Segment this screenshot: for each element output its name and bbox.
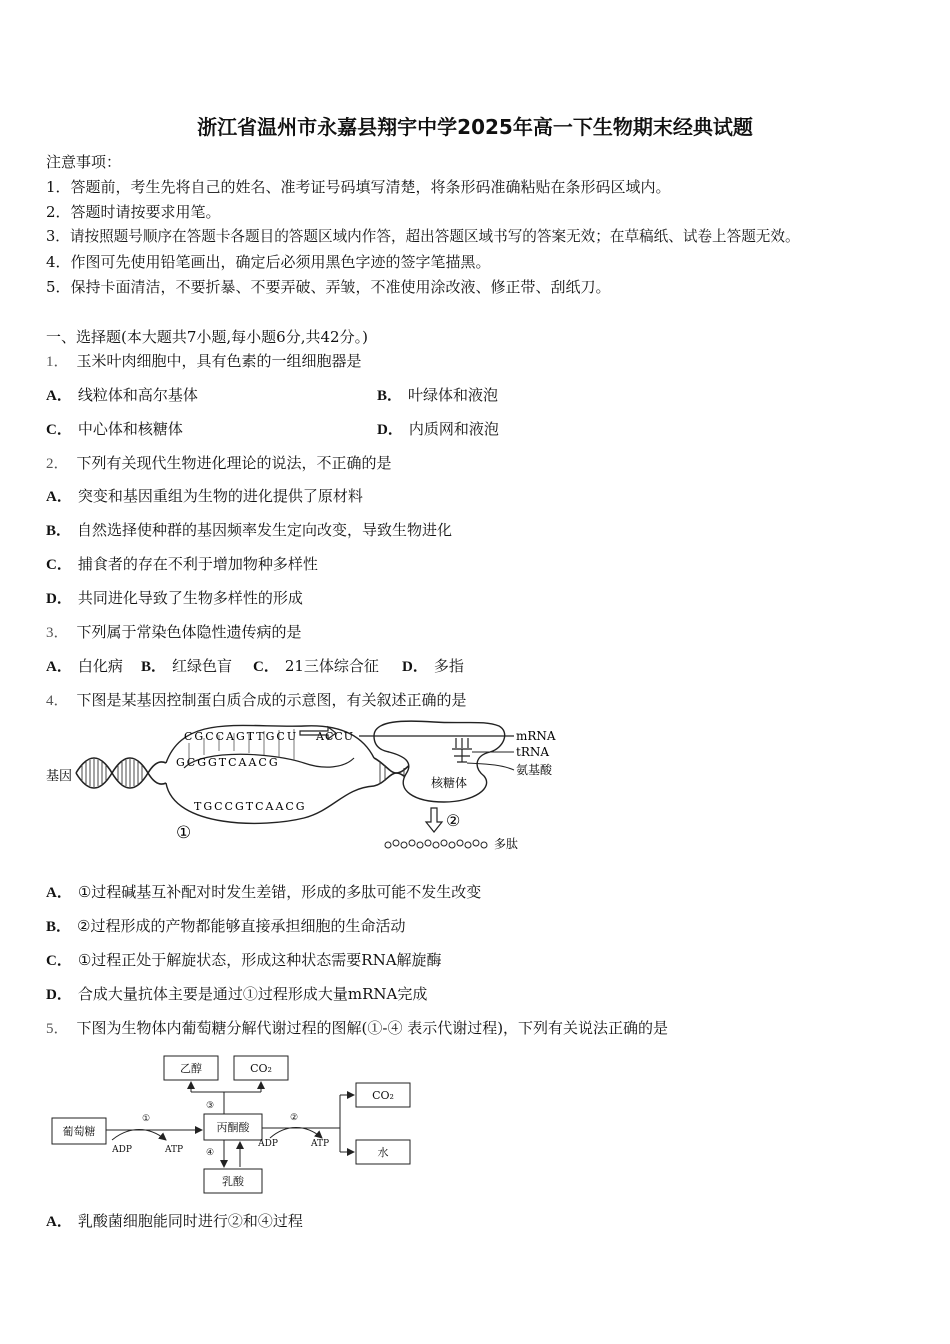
atp-label: ATP xyxy=(310,1139,330,1149)
gene-label: 基因 xyxy=(46,769,73,784)
option-a[interactable] xyxy=(46,656,123,677)
question-number: 3． xyxy=(46,625,69,641)
option-c[interactable] xyxy=(253,656,379,677)
step-marker: ③ xyxy=(205,1101,215,1111)
question-2 xyxy=(46,453,392,474)
mrna-label: mRNA xyxy=(516,729,556,743)
ethanol-label: 乙醇 xyxy=(180,1062,202,1075)
notice-item: 1．答题前，考生先将自己的姓名、准考证号码填写清楚，将条形码准确粘贴在条形码区域内。 xyxy=(46,178,671,196)
option-text: 突变和基因重组为生物的进化提供了原材料 xyxy=(77,487,363,505)
option-label: D． xyxy=(402,659,428,675)
option-text: ②过程形成的产物都能够直接承担细胞的生命活动 xyxy=(77,917,406,935)
atp-label: ATP xyxy=(164,1145,184,1155)
option-text: 线粒体和高尔基体 xyxy=(77,386,198,404)
step-marker: ④ xyxy=(205,1148,215,1158)
option-a[interactable] xyxy=(46,882,481,903)
option-text: 叶绿体和液泡 xyxy=(408,386,499,404)
question-stem: 下列属于常染色体隐性遗传病的是 xyxy=(76,623,302,641)
section-heading: 一、选择题(本大题共7小题,每小题6分,共42分。) xyxy=(46,328,368,346)
option-a[interactable] xyxy=(46,486,363,507)
option-label: B． xyxy=(46,523,72,539)
trna-label: tRNA xyxy=(516,745,550,759)
option-text: 21三体综合征 xyxy=(284,657,379,675)
notice-item: 4．作图可先使用铅笔画出，确定后必须用黑色字迹的签字笔描黑。 xyxy=(46,253,491,271)
question-number: 2． xyxy=(46,456,69,472)
option-label: B． xyxy=(377,388,403,404)
option-text: 共同进化导致了生物多样性的形成 xyxy=(77,589,303,607)
option-text: 捕食者的存在不利于增加物种多样性 xyxy=(77,555,318,573)
polypeptide-label: 多肽 xyxy=(494,837,519,851)
option-label: D． xyxy=(46,987,72,1003)
glucose-metabolism-figure xyxy=(44,1048,424,1198)
option-text: 红绿色盲 xyxy=(172,657,233,675)
question-3 xyxy=(46,622,302,643)
lactate-label: 乳酸 xyxy=(222,1175,244,1188)
option-label: D． xyxy=(46,591,72,607)
option-label: A． xyxy=(46,885,72,901)
down-arrow-icon xyxy=(426,808,442,832)
option-a[interactable] xyxy=(46,1211,303,1232)
option-label: C． xyxy=(46,953,72,969)
step-two-marker: ② xyxy=(446,811,461,830)
pyruvate-label: 丙酮酸 xyxy=(216,1121,250,1134)
option-d[interactable] xyxy=(46,984,427,1005)
water-label: 水 xyxy=(377,1146,389,1159)
glucose-label: 葡萄糖 xyxy=(62,1125,96,1138)
option-label: C． xyxy=(46,422,72,438)
notice-item: 5．保持卡面清洁，不要折暴、不要弄破、弄皱，不准使用涂改液、修正带、刮纸刀。 xyxy=(46,278,611,296)
option-c[interactable] xyxy=(46,554,318,575)
step-marker: ① xyxy=(141,1114,151,1124)
question-number: 4． xyxy=(46,693,69,709)
question-number: 1． xyxy=(46,354,69,370)
option-text: 内质网和液泡 xyxy=(408,420,499,438)
question-stem: 下图是某基因控制蛋白质合成的示意图，有关叙述正确的是 xyxy=(76,691,467,709)
option-label: A． xyxy=(46,659,72,675)
step-marker: ② xyxy=(289,1113,299,1123)
option-label: D． xyxy=(377,422,403,438)
option-text: 乳酸菌细胞能同时进行②和④过程 xyxy=(77,1212,303,1230)
strand-sequence-middle: GCGGTCAACG xyxy=(176,756,280,769)
option-label: B． xyxy=(46,919,72,935)
option-d[interactable] xyxy=(377,419,499,440)
ribosome-label: 核糖体 xyxy=(431,776,468,790)
polypeptide-chain xyxy=(385,840,487,848)
strand-sequence-top: CGCCAGTTGCU xyxy=(184,730,299,743)
option-b[interactable] xyxy=(46,520,452,541)
option-text: 自然选择使种群的基因频率发生定向改变，导致生物进化 xyxy=(77,521,453,539)
option-text: 合成大量抗体主要是通过①过程形成大量mRNA完成 xyxy=(77,985,428,1003)
option-d[interactable] xyxy=(46,588,303,609)
notice-item: 3．请按照题号顺序在答题卡各题目的答题区域内作答，超出答题区域书写的答案无效；在草稿纸、试卷上答题无效。 xyxy=(46,228,800,245)
co2-label: CO₂ xyxy=(250,1062,272,1075)
question-number: 5． xyxy=(46,1021,69,1037)
question-stem: 下列有关现代生物进化理论的说法，不正确的是 xyxy=(76,454,392,472)
strand-sequence-tail: ACCU xyxy=(316,730,355,743)
notice-item: 2．答题时请按要求用笔。 xyxy=(46,203,221,221)
option-b[interactable] xyxy=(141,656,232,677)
strand-sequence-bottom: TGCCGTCAACG xyxy=(194,800,307,813)
option-label: C． xyxy=(253,659,279,675)
option-label: B． xyxy=(141,659,167,675)
option-text: 多指 xyxy=(433,657,464,675)
option-label: A． xyxy=(46,388,72,404)
question-1 xyxy=(46,351,362,372)
option-b[interactable] xyxy=(46,916,405,937)
option-label: A． xyxy=(46,489,72,505)
option-label: C． xyxy=(46,557,72,573)
question-4 xyxy=(46,690,467,711)
option-a[interactable] xyxy=(46,385,198,406)
question-stem: 下图为生物体内葡萄糖分解代谢过程的图解(①-④ 表示代谢过程)，下列有关说法正确的是 xyxy=(76,1019,669,1037)
question-5 xyxy=(46,1018,668,1039)
page-title: 浙江省温州市永嘉县翔宇中学2025年高一下生物期末经典试题 xyxy=(197,115,753,139)
option-d[interactable] xyxy=(402,656,464,677)
option-text: ①过程碱基互补配对时发生差错，形成的多肽可能不发生改变 xyxy=(77,883,482,901)
notice-heading: 注意事项： xyxy=(46,153,122,171)
step-one-marker: ① xyxy=(176,823,192,843)
option-c[interactable] xyxy=(46,419,183,440)
option-label: A． xyxy=(46,1214,72,1230)
co2-label: CO₂ xyxy=(372,1089,394,1102)
gene-expression-figure xyxy=(44,718,564,860)
amino-acid-label: 氨基酸 xyxy=(516,763,553,777)
option-text: 白化病 xyxy=(77,657,123,675)
option-c[interactable] xyxy=(46,950,442,971)
adp-label: ADP xyxy=(258,1139,278,1149)
question-stem: 玉米叶肉细胞中，具有色素的一组细胞器是 xyxy=(76,352,362,370)
option-b[interactable] xyxy=(377,385,498,406)
option-text: 中心体和核糖体 xyxy=(77,420,183,438)
option-text: ①过程正处于解旋状态，形成这种状态需要RNA解旋酶 xyxy=(77,951,442,969)
adp-label: ADP xyxy=(112,1145,132,1155)
